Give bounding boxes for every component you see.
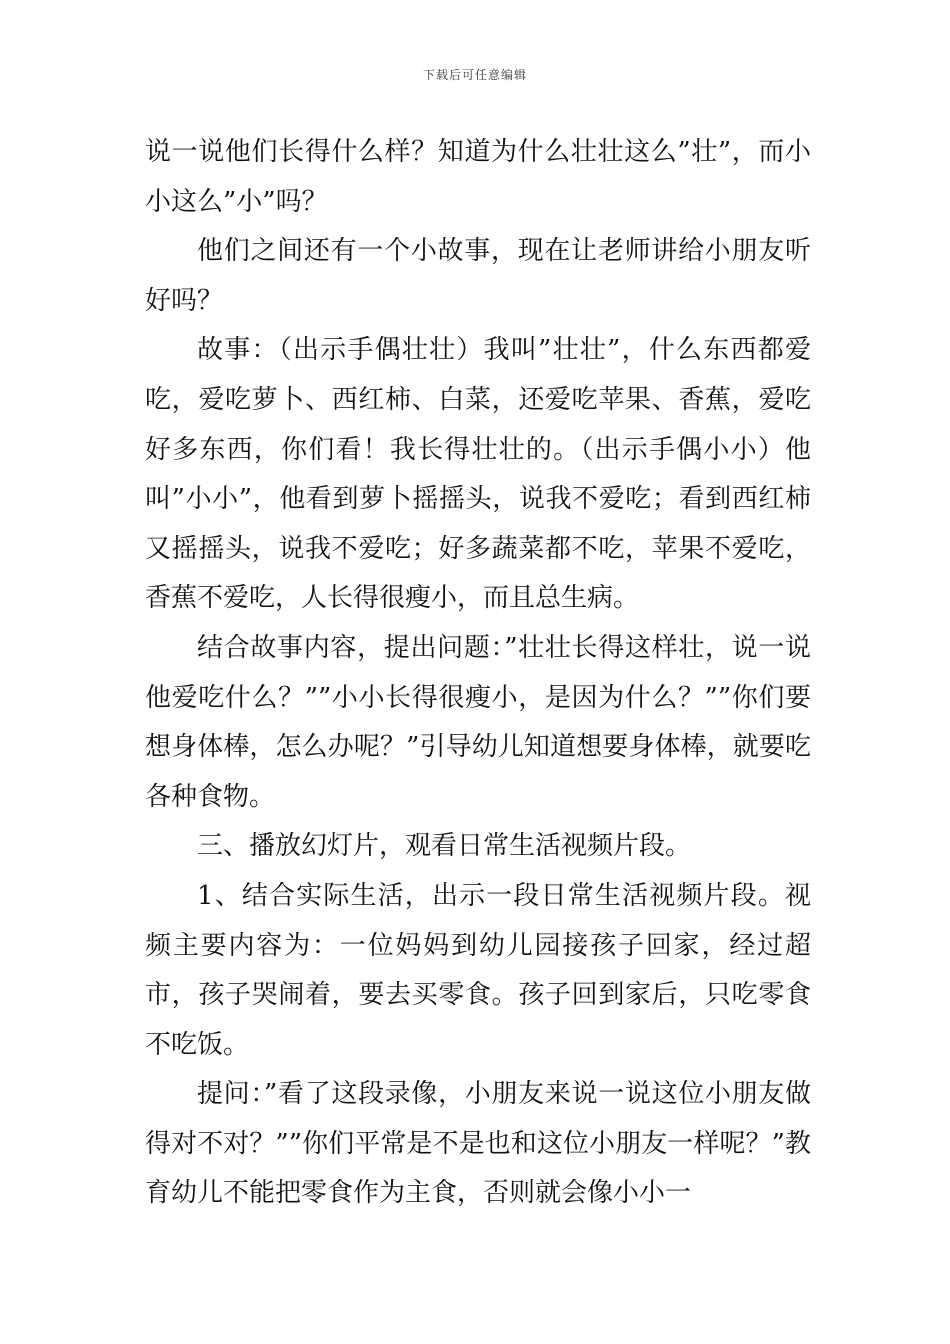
paragraph-3: 故事：（出示手偶壮壮）我叫”壮壮”，什么东西都爱吃，爱吃萝卜、西红柿、白菜，还爱吃苹果、香蕉，爱吃好多东西，你们看！我长得壮壮的。（出示手偶小小）他叫”小小”，他看到萝卜摇摇头，说我不爱吃；看到西红柿又摇摇头，说我不爱吃；好多蔬菜都不吃，苹果不爱吃，香蕉不爱吃，人长得很瘦小，而且总生病。 — [145, 335, 811, 614]
paragraph-2: 他们之间还有一个小故事，现在让老师讲给小朋友听好吗？ — [145, 236, 811, 316]
paragraph-7: 提问：”看了这段录像，小朋友来说一说这位小朋友做得对不对？””你们平常是不是也和这位小朋友一样呢？”教育幼儿不能把零食作为主食，否则就会像小小一 — [145, 1079, 811, 1209]
document-body — [145, 128, 811, 1219]
paragraph-1: 说一说他们长得什么样？知道为什么壮壮这么”壮”，而小小这么”小”吗？ — [145, 137, 811, 217]
paragraph-4: 结合故事内容，提出问题：”壮壮长得这样壮，说一说他爱吃什么？””小小长得很瘦小，是因为什么？””你们要想身体棒，怎么办呢？”引导幼儿知道想要身体棒，就要吃各种食物。 — [145, 632, 811, 812]
page-header-note: 下载后可任意编辑 — [422, 68, 527, 82]
paragraph-5: 三、播放幻灯片，观看日常生活视频片段。 — [197, 831, 692, 862]
paragraph-6: 1、结合实际生活，出示一段日常生活视频片段。视频主要内容为：一位妈妈到幼儿园接孩子回家，经过超市，孩子哭闹着，要去买零食。孩子回到家后，只吃零食不吃饭。 — [145, 880, 811, 1060]
